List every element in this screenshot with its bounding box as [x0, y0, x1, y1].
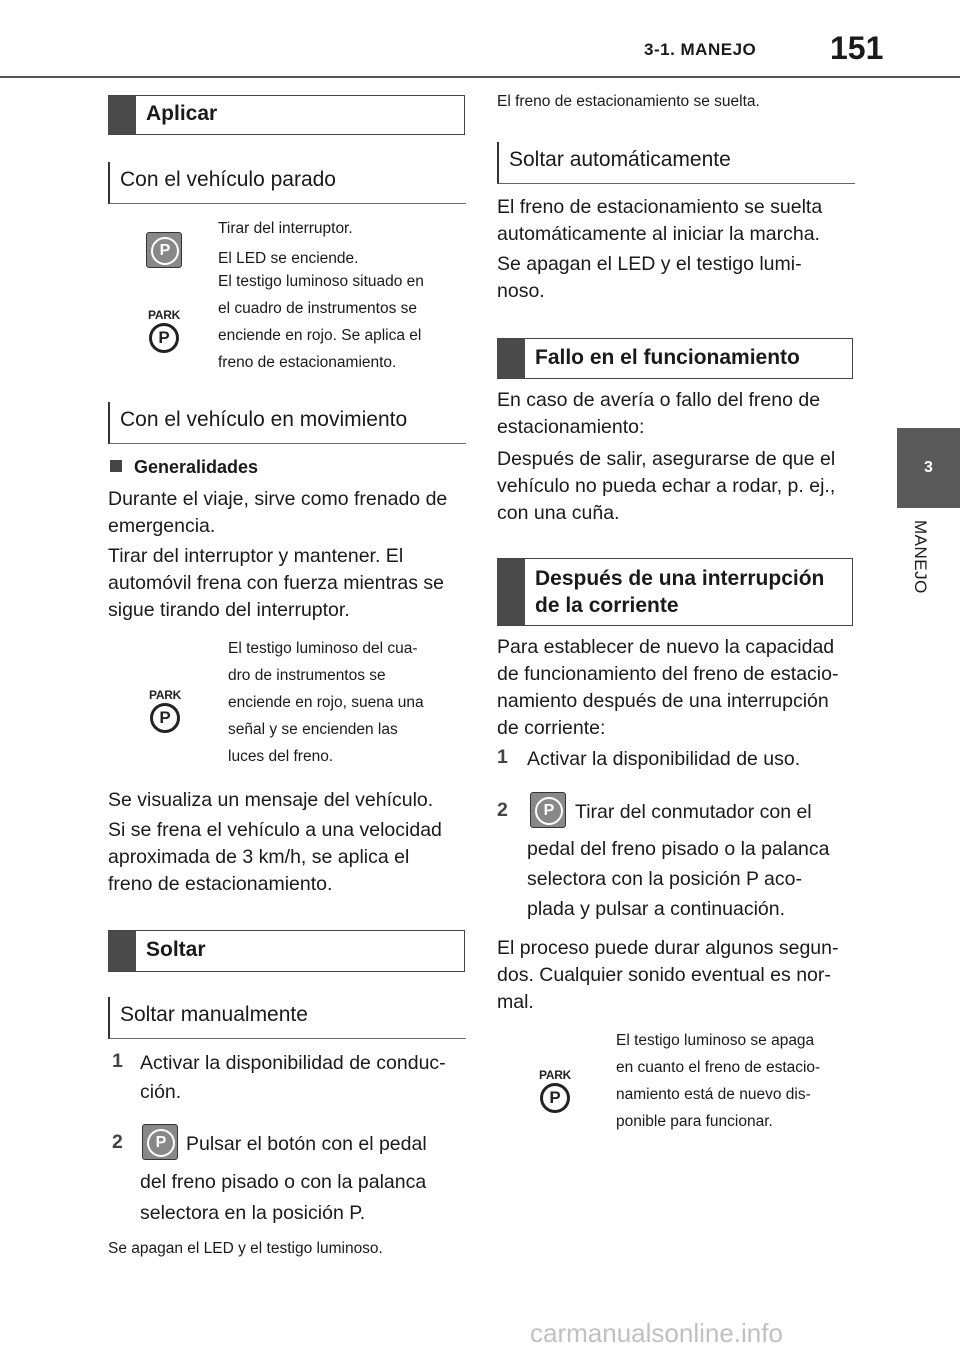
header-rule: [0, 76, 960, 78]
step-number: 2: [497, 799, 508, 821]
parado-line-3: El testigo luminoso situado en: [218, 273, 424, 290]
step-number: 1: [497, 746, 508, 768]
fallo-p2-l2: vehículo no pueda echar a rodar, p. ej.,: [497, 475, 836, 497]
interr-p2-l2: dos. Cualquier sonido eventual es nor-: [497, 964, 831, 986]
chapter-label: MANEJO: [911, 520, 930, 594]
interr-step2-l4: plada y pulsar a continuación.: [527, 898, 786, 920]
park-warning-icon: PARK P: [535, 1068, 575, 1110]
park-warning-icon: PARK P: [145, 688, 185, 730]
step-number: 2: [112, 1131, 123, 1153]
parado-line-4: el cuadro de instrumentos se: [218, 300, 418, 317]
manual-step2-l2: del freno pisado o con la palanca: [140, 1171, 427, 1193]
auto-p1-l1: El freno de estacionamiento se suelta: [497, 196, 823, 218]
gen-p4-l3: freno de estacionamiento.: [108, 873, 333, 895]
gen-p4-l2: aproximada de 3 km/h, se aplica el: [108, 846, 410, 868]
parking-brake-switch-icon: P: [146, 232, 182, 268]
parado-line-2: El LED se enciende.: [218, 250, 359, 267]
fallo-p1-l1: En caso de avería o fallo del freno de: [497, 389, 821, 411]
sub-heading-auto: Soltar automáticamente: [497, 142, 855, 184]
gen-p2-l3: sigue tirando del interruptor.: [108, 599, 350, 621]
fallo-heading: Fallo en el funcionamiento: [497, 338, 853, 379]
interr-note-2: en cuanto el freno de estacio-: [616, 1059, 821, 1076]
release-note: El freno de estacionamiento se suelta.: [497, 93, 760, 110]
section-title: 3-1. MANEJO: [644, 40, 757, 59]
parado-line-5: enciende en rojo. Se aplica el: [218, 327, 422, 344]
mov-note-5: luces del freno.: [228, 748, 334, 765]
generalidades-heading: Generalidades: [134, 457, 259, 477]
bullet-icon: [110, 460, 122, 472]
watermark: carmanualsonline.info: [530, 1318, 783, 1348]
step-number: 1: [112, 1050, 123, 1072]
interr-step2-l3: selectora con la posición P aco-: [527, 868, 802, 890]
interr-p2-l3: mal.: [497, 991, 534, 1013]
sub-heading-manual: Soltar manualmente: [108, 997, 466, 1039]
interr-note-3: namiento está de nuevo dis-: [616, 1086, 811, 1103]
mov-note-2: dro de instrumentos se: [228, 667, 386, 684]
manual-step1-l1: Activar la disponibilidad de conduc-: [140, 1052, 446, 1074]
fallo-p2-l3: con una cuña.: [497, 502, 620, 524]
parado-line-6: freno de estacionamiento.: [218, 354, 397, 371]
interr-note-1: El testigo luminoso se apaga: [616, 1032, 815, 1049]
gen-p4-l1: Si se frena el vehículo a una velocidad: [108, 819, 442, 841]
soltar-heading: Soltar: [108, 930, 465, 972]
gen-p1-l1: Durante el viaje, sirve como frenado de: [108, 488, 448, 510]
fallo-p2-l1: Después de salir, asegurarse de que el: [497, 448, 836, 470]
park-warning-icon: PARK P: [144, 308, 184, 350]
manual-step2-l1: Pulsar el botón con el pedal: [186, 1133, 427, 1155]
mov-note-4: señal y se encienden las: [228, 721, 398, 738]
sub-heading-parado: Con el vehículo parado: [108, 162, 466, 204]
manual-step2-l3: selectora en la posición P.: [140, 1202, 366, 1224]
parking-brake-switch-icon: P: [142, 1124, 178, 1160]
mov-note-1: El testigo luminoso del cua-: [228, 640, 418, 657]
interr-p1-l2: de funcionamiento del freno de estacio-: [497, 663, 839, 685]
auto-p2-l1: Se apagan el LED y el testigo lumi-: [497, 253, 802, 275]
parado-line-1: Tirar del interruptor.: [218, 220, 353, 237]
interr-p2-l1: El proceso puede durar algunos segun-: [497, 937, 839, 959]
auto-p1-l2: automáticamente al iniciar la marcha.: [497, 223, 820, 245]
manual-step1-l2: ción.: [140, 1081, 182, 1103]
mov-note-3: enciende en rojo, suena una: [228, 694, 424, 711]
fallo-p1-l2: estacionamiento:: [497, 416, 645, 438]
page-number: 151: [830, 30, 884, 66]
interrupcion-heading: Después de una interrupción de la corriente: [497, 558, 853, 626]
gen-p2-l1: Tirar del interruptor y mantener. El: [108, 545, 404, 567]
manual-after: Se apagan el LED y el testigo luminoso.: [108, 1240, 383, 1257]
interr-p1-l1: Para establecer de nuevo la capacidad: [497, 636, 835, 658]
auto-p2-l2: noso.: [497, 280, 545, 302]
aplicar-heading: Aplicar: [108, 95, 465, 135]
interr-note-4: ponible para funcionar.: [616, 1113, 773, 1130]
interr-step1: Activar la disponibilidad de uso.: [527, 748, 801, 770]
interr-p1-l4: de corriente:: [497, 717, 606, 739]
interr-step2-l2: pedal del freno pisado o la palanca: [527, 838, 830, 860]
sub-heading-movimiento: Con el vehículo en movimiento: [108, 402, 466, 444]
interr-p1-l3: namiento después de una interrupción: [497, 690, 829, 712]
gen-p2-l2: automóvil frena con fuerza mientras se: [108, 572, 444, 594]
interr-step2-l1: Tirar del conmutador con el: [575, 801, 812, 823]
gen-p3: Se visualiza un mensaje del vehículo.: [108, 789, 434, 811]
chapter-tab[interactable]: 3: [897, 428, 960, 508]
gen-p1-l2: emergencia.: [108, 515, 216, 537]
parking-brake-switch-icon: P: [530, 792, 566, 828]
